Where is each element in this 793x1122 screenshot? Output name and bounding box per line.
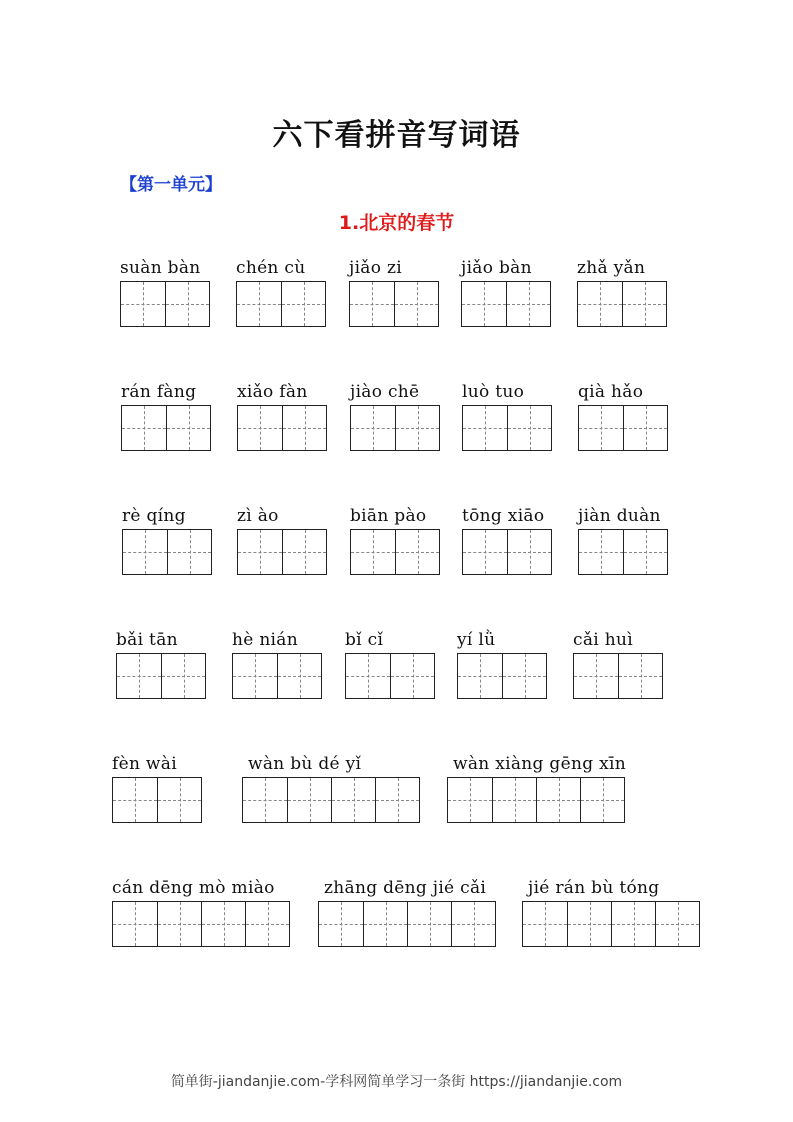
pinyin-label: rán fàng <box>121 382 197 402</box>
writing-grid[interactable] <box>112 901 290 947</box>
tian-zi-cell[interactable] <box>502 654 546 698</box>
tian-zi-cell[interactable] <box>363 902 407 946</box>
writing-grid[interactable] <box>116 653 206 699</box>
writing-grid[interactable] <box>122 529 212 575</box>
tian-zi-cell[interactable] <box>579 406 623 450</box>
writing-grid[interactable] <box>121 405 211 451</box>
writing-grid[interactable] <box>578 405 668 451</box>
pinyin-label: jiào chē <box>350 382 420 402</box>
writing-grid[interactable] <box>462 529 552 575</box>
page-title: 六下看拼音写词语 <box>272 118 521 153</box>
writing-grid[interactable] <box>112 777 202 823</box>
tian-zi-cell[interactable] <box>507 530 551 574</box>
tian-zi-cell[interactable] <box>113 778 157 822</box>
tian-zi-cell[interactable] <box>390 654 434 698</box>
tian-zi-cell[interactable] <box>351 406 395 450</box>
tian-zi-cell[interactable] <box>655 902 699 946</box>
writing-grid[interactable] <box>345 653 435 699</box>
pinyin-label: zì ào <box>237 506 279 526</box>
tian-zi-cell[interactable] <box>122 406 166 450</box>
tian-zi-cell[interactable] <box>407 902 451 946</box>
tian-zi-cell[interactable] <box>622 282 666 326</box>
pinyin-label: zhǎ yǎn <box>577 258 646 278</box>
pinyin-label: bǎi tān <box>116 630 178 650</box>
tian-zi-cell[interactable] <box>611 902 655 946</box>
unit-bracket-open: 【 <box>120 175 137 195</box>
tian-zi-cell[interactable] <box>282 530 326 574</box>
pinyin-label: cán dēng mò miào <box>112 878 275 898</box>
writing-grid[interactable] <box>236 281 326 327</box>
pinyin-label: chén cù <box>236 258 306 278</box>
tian-zi-cell[interactable] <box>165 282 209 326</box>
writing-grid[interactable] <box>350 529 440 575</box>
pinyin-label: tōng xiāo <box>462 506 545 526</box>
tian-zi-cell[interactable] <box>578 282 622 326</box>
tian-zi-cell[interactable] <box>166 406 210 450</box>
pinyin-label: hè nián <box>232 630 298 650</box>
lesson-title: 1.北京的春节 <box>338 212 455 234</box>
tian-zi-cell[interactable] <box>451 902 495 946</box>
pinyin-label: bǐ cǐ <box>345 630 384 650</box>
tian-zi-cell[interactable] <box>331 778 375 822</box>
tian-zi-cell[interactable] <box>243 778 287 822</box>
tian-zi-cell[interactable] <box>507 406 551 450</box>
pinyin-label: jié rán bù tóng <box>528 878 660 898</box>
tian-zi-cell[interactable] <box>113 902 157 946</box>
writing-grid[interactable] <box>578 529 668 575</box>
writing-grid[interactable] <box>573 653 663 699</box>
tian-zi-cell[interactable] <box>117 654 161 698</box>
pinyin-label: jiǎo zi <box>349 258 402 278</box>
tian-zi-cell[interactable] <box>319 902 363 946</box>
writing-grid[interactable] <box>232 653 322 699</box>
tian-zi-cell[interactable] <box>157 778 201 822</box>
tian-zi-cell[interactable] <box>157 902 201 946</box>
pinyin-label: wàn bù dé yǐ <box>248 754 362 774</box>
tian-zi-cell[interactable] <box>523 902 567 946</box>
writing-grid[interactable] <box>242 777 420 823</box>
tian-zi-cell[interactable] <box>201 902 245 946</box>
tian-zi-cell[interactable] <box>506 282 550 326</box>
tian-zi-cell[interactable] <box>161 654 205 698</box>
tian-zi-cell[interactable] <box>346 654 390 698</box>
writing-grid[interactable] <box>318 901 496 947</box>
tian-zi-cell[interactable] <box>237 282 281 326</box>
unit-heading <box>120 170 222 195</box>
pinyin-label: suàn bàn <box>120 258 201 278</box>
pinyin-label: wàn xiàng gēng xīn <box>453 754 626 774</box>
tian-zi-cell[interactable] <box>580 778 624 822</box>
unit-label: 第一单元 <box>137 175 205 195</box>
tian-zi-cell[interactable] <box>375 778 419 822</box>
tian-zi-cell[interactable] <box>462 282 506 326</box>
writing-grid[interactable] <box>350 405 440 451</box>
tian-zi-cell[interactable] <box>574 654 618 698</box>
pinyin-label: rè qíng <box>122 506 186 526</box>
tian-zi-cell[interactable] <box>245 902 289 946</box>
writing-grid[interactable] <box>120 281 210 327</box>
tian-zi-cell[interactable] <box>287 778 331 822</box>
tian-zi-cell[interactable] <box>121 282 165 326</box>
tian-zi-cell[interactable] <box>492 778 536 822</box>
writing-grid[interactable] <box>461 281 551 327</box>
writing-grid[interactable] <box>462 405 552 451</box>
pinyin-label: qià hǎo <box>578 382 644 402</box>
tian-zi-cell[interactable] <box>238 406 282 450</box>
tian-zi-cell[interactable] <box>623 406 667 450</box>
writing-grid[interactable] <box>349 281 439 327</box>
tian-zi-cell[interactable] <box>463 530 507 574</box>
unit-bracket-close: 】 <box>205 175 222 195</box>
tian-zi-cell[interactable] <box>567 902 611 946</box>
writing-grid[interactable] <box>237 405 327 451</box>
tian-zi-cell[interactable] <box>394 282 438 326</box>
tian-zi-cell[interactable] <box>167 530 211 574</box>
writing-grid[interactable] <box>237 529 327 575</box>
writing-grid[interactable] <box>522 901 700 947</box>
pinyin-label: luò tuo <box>462 382 525 402</box>
tian-zi-cell[interactable] <box>448 778 492 822</box>
pinyin-label: jiàn duàn <box>578 506 661 526</box>
pinyin-label: fèn wài <box>112 754 177 774</box>
tian-zi-cell[interactable] <box>395 406 439 450</box>
tian-zi-cell[interactable] <box>536 778 580 822</box>
pinyin-label: cǎi huì <box>573 630 633 650</box>
pinyin-label: yí lǜ <box>457 630 496 650</box>
tian-zi-cell[interactable] <box>233 654 277 698</box>
pinyin-label: xiǎo fàn <box>237 382 308 402</box>
tian-zi-cell[interactable] <box>123 530 167 574</box>
footer-text: 简单街-jiandanjie.com-学科网简单学习一条街 https://jiandanjie.com <box>170 1074 623 1090</box>
tian-zi-cell[interactable] <box>277 654 321 698</box>
tian-zi-cell[interactable] <box>623 530 667 574</box>
tian-zi-cell[interactable] <box>579 530 623 574</box>
tian-zi-cell[interactable] <box>282 406 326 450</box>
tian-zi-cell[interactable] <box>463 406 507 450</box>
tian-zi-cell[interactable] <box>351 530 395 574</box>
writing-grid[interactable] <box>447 777 625 823</box>
pinyin-label: jiǎo bàn <box>461 258 532 278</box>
tian-zi-cell[interactable] <box>238 530 282 574</box>
tian-zi-cell[interactable] <box>458 654 502 698</box>
pinyin-label: biān pào <box>350 506 427 526</box>
tian-zi-cell[interactable] <box>395 530 439 574</box>
writing-grid[interactable] <box>577 281 667 327</box>
pinyin-label: zhāng dēng jié cǎi <box>324 878 487 898</box>
tian-zi-cell[interactable] <box>281 282 325 326</box>
writing-grid[interactable] <box>457 653 547 699</box>
tian-zi-cell[interactable] <box>350 282 394 326</box>
tian-zi-cell[interactable] <box>618 654 662 698</box>
